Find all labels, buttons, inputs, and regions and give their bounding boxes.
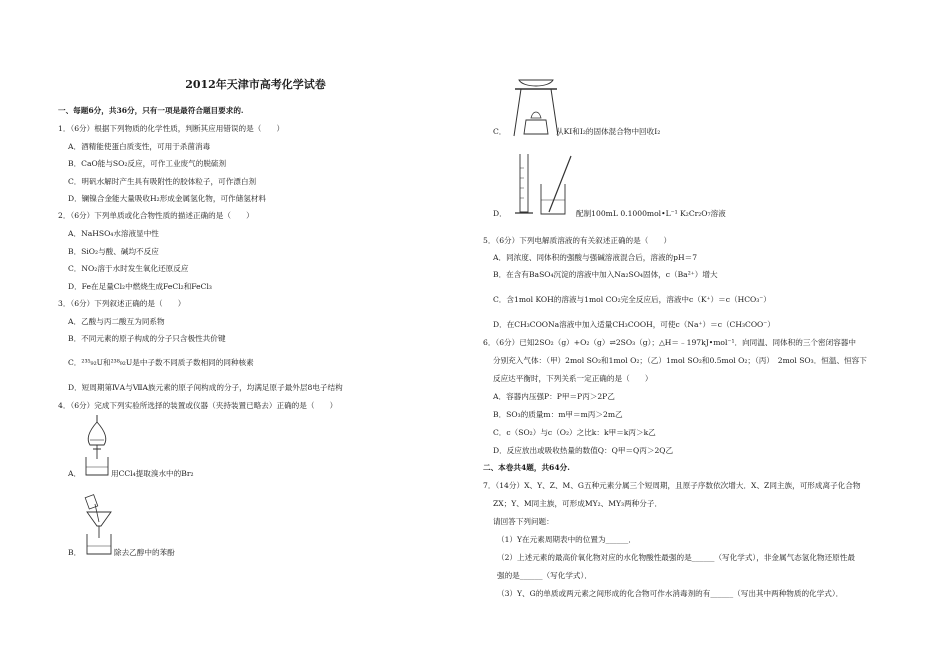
q4-option-d-text: 配制100mL 0.1000mol•L⁻¹ K₂Cr₂O₇溶液 [576, 209, 726, 218]
q1-option-b: B．CaO能与SO₂反应，可作工业废气的脱硫剂 [68, 159, 227, 168]
q7-sub-2a: （2）上述元素的最高价氧化物对应的水化物酸性最强的是______（写化学式），非金属气态氢化物还原性最 [497, 553, 855, 562]
q6-line-2: 分别充入气体：（甲）2mol SO₂和1mol O₂；（乙）1mol SO₂和0.5mol O₂；（丙） 2mol SO₃．恒温、恒容下 [493, 356, 867, 365]
q4-option-c-letter: C． [493, 127, 507, 136]
q1-option-a: A．酒精能使蛋白质变性，可用于杀菌消毒 [68, 142, 211, 151]
q3-option-c: C．²³⁵₉₂U和²³⁸₉₂U是中子数不同质子数相同的同种核素 [68, 358, 254, 367]
q5-option-b: B．在含有BaSO₄沉淀的溶液中加入Na₂SO₄固体，c（Ba²⁺）增大 [493, 270, 718, 279]
q7-line-3: 请回答下列问题： [493, 517, 554, 526]
q7-sub-3: （3）Y、G的单质或两元素之间形成的化合物可作水消毒剂的有______（写出其中两种物质的化学式）． [497, 589, 844, 598]
q4-option-c-text: 从KI和I₂的固体混合物中回收I₂ [556, 127, 661, 136]
q6-option-d: D．反应放出或吸收热量的数值Q：Q甲＝Q丙＞2Q乙 [493, 446, 674, 455]
q7-sub-1: （1）Y在元素周期表中的位置为______． [497, 535, 636, 544]
q7-line-1: 7．（14分）X、Y、Z、M、G五种元素分属三个短周期，且原子序数依次增大．X、Z同主族，可形成离子化合物 [483, 481, 861, 490]
q5-option-c: C．含1mol KOH的溶液与1mol CO₂完全反应后，溶液中c（K⁺）＝c（HCO₃⁻） [493, 295, 771, 304]
q4-option-a-text: 用CCl₄提取溴水中的Br₂ [111, 469, 194, 478]
separatory-funnel-figure [80, 413, 114, 477]
q2-option-b: B．SiO₂与酸、碱均不反应 [68, 247, 159, 256]
evaporation-setup-figure [511, 76, 561, 138]
q2-option-c: C．NO₂溶于水时发生氧化还原反应 [68, 264, 189, 273]
q1-option-c: C．明矾水解时产生具有吸附性的胶体粒子，可作漂白剂 [68, 177, 257, 186]
q4-option-a-letter: A． [68, 469, 82, 478]
section-1-heading: 一、每题6分，共36分，只有一项是最符合题目要求的. [58, 106, 244, 115]
q5-option-d: D．在CH₃COONa溶液中加入适量CH₃COOH，可使c（Na⁺）＝c（CH₃COO⁻） [493, 320, 775, 329]
q1-stem: 1．（6分）根据下列物质的化学性质，判断其应用错误的是（ ） [58, 124, 285, 133]
section-2-heading: 二、本卷共4题，共64分. [483, 463, 570, 472]
q3-option-a: A．乙酸与丙二酸互为同系物 [68, 317, 165, 326]
q3-option-b: B．不同元素的原子构成的分子只含极性共价键 [68, 334, 226, 343]
q6-line-1: 6．（6分）已知2SO₂（g）+O₂（g）⇌2SO₃（g）；△H＝﹣197kJ•mol⁻¹．向同温、同体积的三个密闭容器中 [483, 338, 856, 347]
q2-option-a: A．NaHSO₄水溶液显中性 [68, 229, 159, 238]
paper-title: 2012年天津市高考化学试卷 [185, 78, 326, 91]
q6-option-b: B．SO₃的质量m：m甲＝m丙＞2m乙 [493, 410, 623, 419]
q5-stem: 5．（6分）下列电解质溶液的有关叙述正确的是（ ） [483, 236, 672, 245]
cylinder-beaker-figure [513, 150, 575, 218]
q7-sub-2b: 强的是______（写化学式）． [497, 571, 592, 580]
q4-stem: 4．（6分）完成下列实验所选择的装置或仪器（夹持装置已略去）正确的是（ ） [58, 401, 338, 410]
q7-line-2: ZX；Y、M同主族，可形成MY₂、MY₃两种分子． [493, 499, 663, 508]
q3-stem: 3．（6分）下列叙述正确的是（ ） [58, 299, 186, 308]
q6-line-3: 反应达平衡时，下列关系一定正确的是（ ） [493, 374, 653, 383]
q4-option-d-letter: D． [493, 209, 507, 218]
q2-option-d: D．Fe在足量Cl₂中燃烧生成FeCl₂和FeCl₃ [68, 282, 212, 291]
q1-option-d: D．镧镍合金能大量吸收H₂形成金属氢化物，可作储氢材料 [68, 194, 267, 203]
q3-option-d: D．短周期第ⅣA与ⅦA族元素的原子间构成的分子，均满足原子最外层8电子结构 [68, 383, 343, 392]
q5-option-a: A．同浓度、同体积的强酸与强碱溶液混合后，溶液的pH＝7 [493, 253, 698, 262]
filtration-funnel-figure [82, 494, 116, 556]
q4-option-b-text: 除去乙醇中的苯酚 [114, 548, 175, 557]
q6-option-a: A．容器内压强P：P甲＝P丙＞2P乙 [493, 392, 615, 401]
q2-stem: 2．（6分）下列单质或化合物性质的描述正确的是（ ） [58, 211, 254, 220]
q4-option-b-letter: B． [68, 548, 82, 557]
q6-option-c: C．c（SO₂）与c（O₂）之比k：k甲＝k丙＞k乙 [493, 428, 656, 437]
